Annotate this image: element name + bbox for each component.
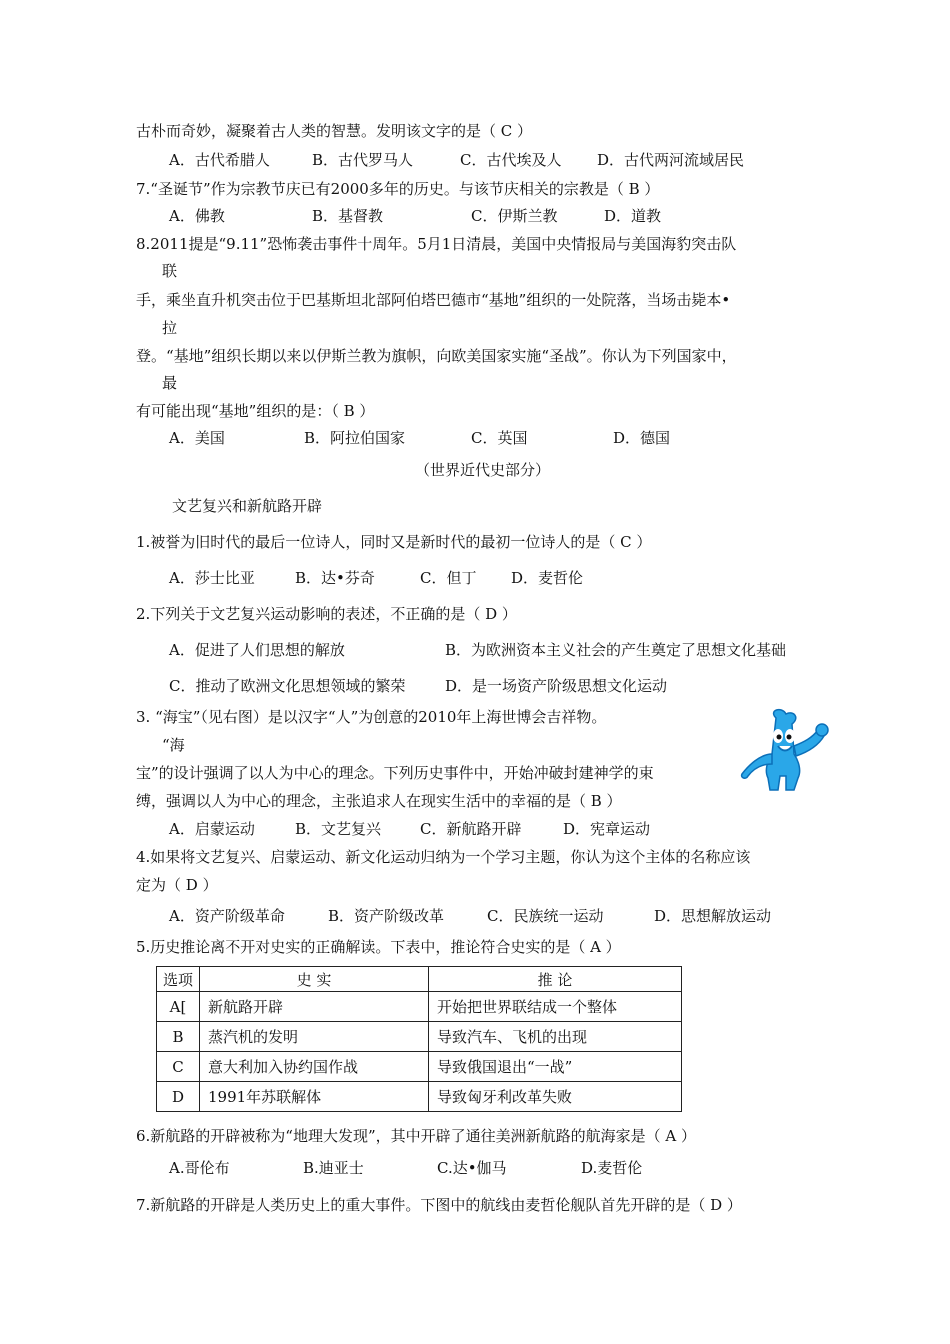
n2-option-b: B．为欧洲资本主义社会的产生奠定了思想文化基础 [445, 641, 787, 659]
row-option: B [157, 1022, 200, 1052]
haibao-mascot-image [738, 708, 830, 794]
n1-stem: 1.被誉为旧时代的最后一位诗人，同时又是新时代的最初一位诗人的是（ C ） [136, 533, 652, 551]
n2-option-a: A．促进了人们思想的解放 [169, 641, 345, 659]
q6-stem-tail: 古朴而奇妙，凝聚着古人类的智慧。发明该文字的是（ C ） [136, 122, 533, 140]
q6-option-c: C．古代埃及人 [460, 151, 562, 169]
header-inference: 推 论 [429, 967, 682, 992]
table-row [157, 992, 682, 1022]
q8-stem-wrap1: 联 [162, 262, 178, 280]
n6-option-d: D.麦哲伦 [581, 1159, 643, 1177]
row-fact: 意大利加入协约国作战 [200, 1052, 429, 1082]
q8-stem-line4: 有可能出现“基地”组织的是：（ B ） [136, 402, 375, 420]
n4-stem-line1: 4.如果将文艺复兴、启蒙运动、新文化运动归纳为一个学习主题，你认为这个主体的名称应该 [136, 848, 751, 866]
n2-option-c: C．推动了欧洲文化思想领域的繁荣 [169, 677, 406, 695]
row-inference: 导致匈牙利改革失败 [429, 1082, 682, 1112]
n1-option-a: A．莎士比亚 [169, 569, 255, 587]
row-option: D [157, 1082, 200, 1112]
n3-stem-line1: 3. “海宝”（见右图）是以汉字“人”为创意的2010年上海世博会吉祥物。 [136, 708, 607, 726]
q8-option-a: A．美国 [169, 429, 225, 447]
n4-option-d: D．思想解放运动 [654, 907, 772, 925]
n4-option-a: A．资产阶级革命 [169, 907, 285, 925]
row-fact: 蒸汽机的发明 [200, 1022, 429, 1052]
n4-stem-line2: 定为（ D ） [136, 876, 218, 894]
row-inference: 开始把世界联结成一个整体 [429, 992, 682, 1022]
table-header-row [157, 967, 682, 992]
n4-option-b: B．资产阶级改革 [328, 907, 445, 925]
q6-option-a: A．古代希腊人 [169, 151, 270, 169]
n5-stem: 5.历史推论离不开对史实的正确解读。下表中，推论符合史实的是（ A ） [136, 938, 621, 956]
q6-option-d: D．古代两河流域居民 [597, 151, 745, 169]
q8-option-d: D．德国 [613, 429, 671, 447]
n3-stem-wrap1: “海 [162, 736, 185, 754]
q7-option-a: A．佛教 [169, 207, 225, 225]
n6-option-a: A.哥伦布 [169, 1159, 230, 1177]
q7-option-d: D．道教 [604, 207, 662, 225]
row-inference: 导致汽车、飞机的出现 [429, 1022, 682, 1052]
row-fact: 新航路开辟 [200, 992, 429, 1022]
n1-option-b: B．达•芬奇 [295, 569, 375, 587]
q8-stem-line1: 8.2011提是“9.11”恐怖袭击事件十周年。5月1日清晨，美国中央情报局与美国海豹突击队 [136, 235, 737, 253]
n2-option-d: D．是一场资产阶级思想文化运动 [445, 677, 668, 695]
n3-stem-line3: 缚，强调以人为中心的理念，主张追求人在现实生活中的幸福的是（ B ） [136, 792, 622, 810]
table-row [157, 1082, 682, 1112]
n1-option-d: D．麦哲伦 [511, 569, 584, 587]
n2-stem: 2.下列关于文艺复兴运动影响的表述，不正确的是（ D ） [136, 605, 517, 623]
row-inference: 导致俄国退出“一战” [429, 1052, 682, 1082]
n6-stem: 6.新航路的开辟被称为“地理大发现”，其中开辟了通往美洲新航路的航海家是（ A ） [136, 1127, 697, 1145]
q8-stem-line3: 登。“基地”组织长期以来以伊斯兰教为旗帜，向欧美国家实施“圣战”。你认为下列国家中， [136, 347, 737, 365]
section-title: （世界近代史部分） [415, 461, 551, 479]
n3-option-b: B．文艺复兴 [295, 820, 382, 838]
q7-stem: 7.“圣诞节”作为宗教节庆已有2000多年的历史。与该节庆相关的宗教是（ B ） [136, 180, 660, 198]
row-option: A[ [157, 992, 200, 1022]
n3-stem-line2: 宝”的设计强调了以人为中心的理念。下列历史事件中，开始冲破封建神学的束 [136, 764, 654, 782]
n4-option-c: C．民族统一运动 [487, 907, 604, 925]
n1-option-c: C．但丁 [420, 569, 477, 587]
q8-option-c: C．英国 [471, 429, 528, 447]
table-row [157, 1052, 682, 1082]
q8-stem-wrap3: 最 [162, 374, 178, 392]
q8-stem-line2: 手，乘坐直升机突击位于巴基斯坦北部阿伯塔巴德市“基地”组织的一处院落，当场击毙本• [136, 291, 731, 309]
q7-option-c: C．伊斯兰教 [471, 207, 558, 225]
row-fact: 1991年苏联解体 [200, 1082, 429, 1112]
header-option: 选项 [157, 967, 200, 992]
n7-stem: 7.新航路的开辟是人类历史上的重大事件。下图中的航线由麦哲伦舰队首先开辟的是（ D ） [136, 1196, 742, 1214]
n6-option-c: C.达•伽马 [437, 1159, 507, 1177]
n3-option-c: C．新航路开辟 [420, 820, 522, 838]
q6-option-b: B．古代罗马人 [312, 151, 414, 169]
row-option: C [157, 1052, 200, 1082]
q8-option-b: B．阿拉伯国家 [304, 429, 406, 447]
n3-option-a: A．启蒙运动 [169, 820, 255, 838]
n3-option-d: D．宪章运动 [563, 820, 651, 838]
table-row [157, 1022, 682, 1052]
history-inference-table [156, 966, 682, 1112]
q8-stem-wrap2: 拉 [162, 319, 178, 337]
subsection-title: 文艺复兴和新航路开辟 [172, 497, 323, 515]
q7-option-b: B．基督教 [312, 207, 384, 225]
header-fact: 史 实 [200, 967, 429, 992]
n6-option-b: B.迪亚士 [303, 1159, 364, 1177]
